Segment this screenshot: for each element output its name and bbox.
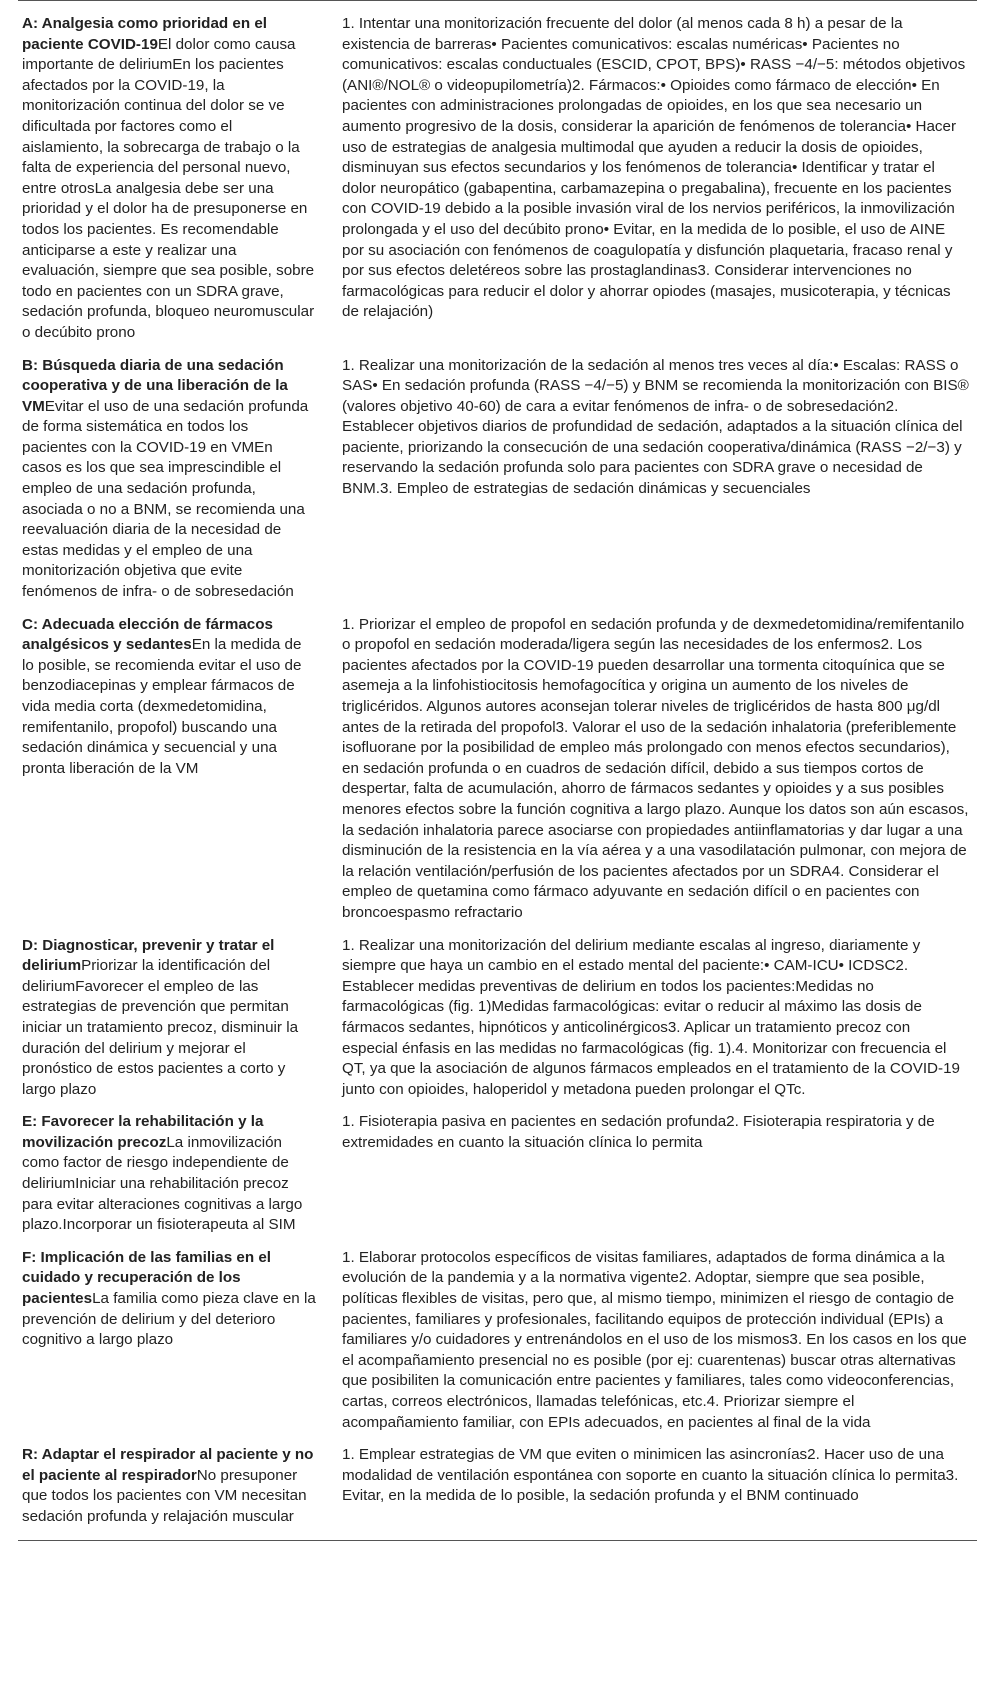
table-row-f <box>18 1236 977 1433</box>
recommendations-table <box>18 0 977 1541</box>
row-recommendations: 1. Realizar una monitorización de la sedación al menos tres veces al día:• Escalas: RASS o SAS• En sedación profunda (RASS −4/−5) y BNM se recomienda la monitorización con BIS® (valores objetivo 40-60) de cara a evitar fenómenos de infra- o de sobresedación2. Establecer objetivos diarios de profundidad de sedación, adaptados a la situación clínica del paciente, priorizando la consecución de una sedación cooperativa/dinámica (RASS −2/−3) y reservando la sedación profunda solo para pacientes con SDRA grave o necesidad de BNM.3. Empleo de estrategias de sedación dinámicas y secuenciales <box>342 356 969 498</box>
row-recommendations: 1. Elaborar protocolos específicos de visitas familiares, adaptados de forma dinámica a la evolución de la pandemia y a la normativa vigente2. Adoptar, siempre que sea posible, políticas flexibles de visitas, pero que, al mismo tiempo, minimizen el riesgo de contagio de pacientes, familiares y profesionales, facilitando equipos de protección individual (EPIs) a familiares y/o cuidadores y entrenándolos en el uso de los mismos3. En los casos en los que el acompañamiento presencial no es posible (por ej: cuarentenas) buscar otras alternativas que posibiliten la comunicación entre pacientes y familiares, tales como videoconferencias, cartas, correos electrónicos, llamadas telefónicas, etc.4. Priorizar siempre el acompañamiento familiar, con EPIs adecuados, en pacientes al final de la vida <box>342 1248 967 1431</box>
row-recommendations: 1. Realizar una monitorización del delirium mediante escalas al ingreso, diariamente y siempre que haya un cambio en el estado mental del paciente:• CAM-ICU• ICDSC2. Establecer medidas preventivas de delirium en todos los pacientes:Medidas no farmacológicas (fig. 1)Medidas farmacológicas: evitar o reducir al máximo las dosis de fármacos sedantes, hipnóticos y anticolinérgicos3. Aplicar un tratamiento precoz con especial énfasis en las medidas no farmacológicas (fig. 1).4. Monitorizar con frecuencia el QT, ya que la asociación de algunos fármacos empleados en el tratamiento de la COVID-19 junto con opioides, haloperidol y metadona pueden prolongar el QTc. <box>342 936 960 1098</box>
row-f-summary-cell <box>18 1236 322 1433</box>
row-e-summary-cell <box>18 1100 322 1236</box>
row-description: No presuponer que todos los pacientes con VM necesitan sedación profunda y relajación muscular <box>22 1466 307 1525</box>
recommendations-table-container <box>18 0 977 1541</box>
table-row-b <box>18 344 977 603</box>
table-row-d <box>18 924 977 1101</box>
table-row-a <box>18 1 977 344</box>
row-recommendations: 1. Emplear estrategias de VM que eviten o minimicen las asincronías2. Hacer uso de una modalidad de ventilación espontánea con soporte en cuanto la situación clínica lo permita3. Evitar, en la medida de lo posible, la sedación profunda y el BNM continuado <box>342 1446 959 1505</box>
row-recommendations: 1. Intentar una monitorización frecuente del dolor (al menos cada 8 h) a pesar de la existencia de barreras• Pacientes comunicativos: escalas numéricas• Pacientes no comunicativos: escalas conductuales (ESCID, CPOT, BPS)• RASS −4/−5: métodos objetivos (ANI®/NOL® o videopupilometría)2. Fármacos:• Opioides como fármaco de elección• En pacientes con administraciones prolongadas de opioides, en los que sea necesario un aumento progresivo de la dosis, considerar la aparición de fenómenos de tolerancia• Hacer uso de estrategias de analgesia multimodal que ayuden a reducir la dosis de opioides, disminuyan sus efectos secundarios y los fenómenos de tolerancia• Identificar y tratar el dolor neuropático (gabapentina, carbamazepina o pregabalina), frecuente en los pacientes con COVID-19 debido a la posible invasión viral de los nervios periféricos, la inmovilización prolongada y el uso del decúbito prono• Evitar, en la medida de lo posible, el uso de AINE por su asociación con fenómenos de coagulopatía y disfunción plaquetaria, fracaso renal y por sus efectos deletéreos sobre las prostaglandinas3. Considerar intervenciones no farmacológicas para reducir el dolor y ahorrar opiodes (masajes, musicoterapia, y técnicas de relajación) <box>342 15 966 321</box>
row-description: Priorizar la identificación del deliriumFavorecer el empleo de las estrategias de prevención que permitan iniciar un tratamiento precoz, disminuir la duración del delirium y mejorar el pronóstico de estos pacientes a corto y largo plazo <box>22 957 299 1098</box>
row-recommendations: 1. Priorizar el empleo de propofol en sedación profunda y de dexmedetomidina/remifentanilo o propofol en sedación moderada/ligera según las necesidades de los enfermos2. Los pacientes afectados por la COVID-19 pueden desarrollar una tormenta citoquínica que se asemeja a la linfohistiocitosis hemofagocítica y origina un aumento de los niveles de triglicéridos. Algunos autores aconsejan tolerar niveles de triglicéridos de hasta 800 μg/dl antes de la retirada del propofol3. Valorar el uso de la sedación inhalatoria (preferiblemente isofluorane por la posibilidad de empleo más prolongado con menos efectos secundarios), en sedación profunda o en cuadros de sedación difícil, debido a sus tiempos cortos de despertar, falta de acumulación, ahorro de fármacos sedantes y opioides y a sus posibles menores efectos sobre la función cognitiva a largo plazo. Aunque los datos son aún escasos, la sedación inhalatoria parece asociarse con propiedades antiinflamatorias y dar lugar a una disminución de la resistencia en la vía aérea y a una vasodilatación pulmonar, con mejora de la relación ventilación/perfusión de los pacientes afectados por un SDRA4. Considerar el empleo de quetamina como fármaco adyuvante en sedación difícil o en pacientes con broncoespasmo refractario <box>342 615 969 921</box>
table-row-r <box>18 1433 977 1540</box>
row-c-summary-cell <box>18 603 322 924</box>
row-d-summary-cell <box>18 924 322 1101</box>
row-description: Evitar el uso de una sedación profunda de forma sistemática en todos los pacientes con la COVID-19 en VMEn casos es los que sea imprescindible el empleo de una sedación profunda, asociada o no a BNM, se recomienda una reevaluación diaria de la necesidad de estas medidas y el empleo de una monitorización objetiva que evite fenómenos de infra- o de sobresedación <box>22 397 309 601</box>
row-description: En la medida de lo posible, se recomienda evitar el uso de benzodiacepinas y emplear fármacos de vida media corta (dexmedetomidina, remifentanilo, propofol) buscando una sedación dinámica y secuencial y una pronta liberación de la VM <box>22 636 302 777</box>
row-title: E: Favorecer la rehabilitación y la movilización precoz <box>22 1113 264 1151</box>
row-title: D: Diagnosticar, prevenir y tratar el delirium <box>22 936 275 975</box>
row-title: A: Analgesia como prioridad en el paciente COVID-19 <box>22 15 268 53</box>
row-description: La inmovilización como factor de riesgo independiente de deliriumIniciar una rehabilitación precoz para evitar alteraciones cognitivas a largo plazo.Incorporar un fisioterapeuta al SIM <box>22 1133 303 1234</box>
row-title: C: Adecuada elección de fármacos analgésicos y sedantes <box>22 615 273 654</box>
row-title: F: Implicación de las familias en el cuidado y recuperación de los pacientes <box>22 1248 271 1308</box>
row-description: La familia como pieza clave en la prevención de delirium y del deterioro cognitivo a largo plazo <box>22 1290 316 1349</box>
row-recommendations: 1. Fisioterapia pasiva en pacientes en sedación profunda2. Fisioterapia respiratoria y de extremidades en cuanto la situación clínica lo permita <box>342 1113 935 1151</box>
table-row-c <box>18 603 977 924</box>
row-r-summary-cell <box>18 1433 322 1540</box>
row-title: R: Adaptar el respirador al paciente y no el paciente al respirador <box>22 1446 314 1484</box>
row-description: El dolor como causa importante de deliriumEn los pacientes afectados por la COVID-19, la monitorización continua del dolor se ve dificultada por factores como el aislamiento, la sobrecarga de trabajo o la falta de experiencia del personal nuevo, entre otrosLa analgesia debe ser una prioridad y el dolor ha de presuponerse en todos los pacientes. Es recomendable anticiparse a este y realizar una evaluación, siempre que sea posible, sobre todo en pacientes con un SDRA grave, sedación profunda, bloqueo neuromuscular o decúbito prono <box>22 35 315 341</box>
row-title: B: Búsqueda diaria de una sedación cooperativa y de una liberación de la VM <box>22 356 288 415</box>
row-a-summary-cell <box>18 1 322 344</box>
table-row-e <box>18 1100 977 1236</box>
row-b-summary-cell <box>18 344 322 603</box>
